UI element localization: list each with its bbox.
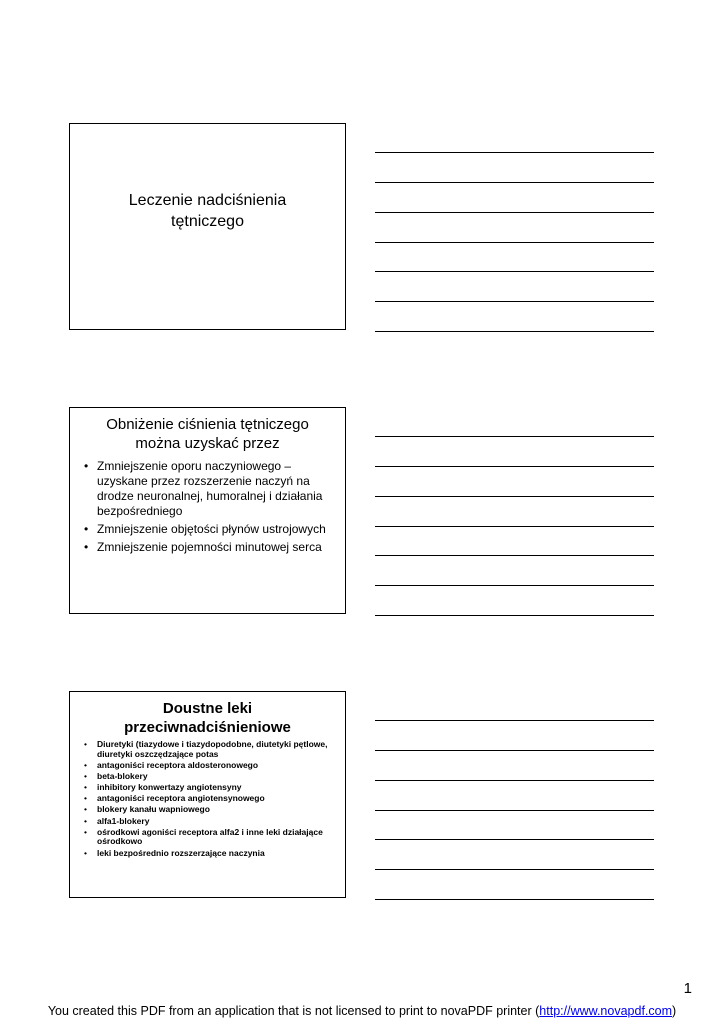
page-number: 1 (683, 980, 692, 997)
note-line (375, 182, 654, 183)
note-line (375, 839, 654, 840)
note-line (375, 555, 654, 556)
list-item: • Zmniejszenie objętości płynów ustrojowych (84, 522, 337, 537)
list-item: • Zmniejszenie pojemności minutowej serca (84, 540, 337, 555)
note-line (375, 331, 654, 332)
list-item: • ośrodkowi agoniści receptora alfa2 i inne leki działające ośrodkowo (84, 828, 337, 847)
note-line (375, 301, 654, 302)
list-item: • antagoniści receptora aldosteronowego (84, 761, 337, 771)
slide-2-bullet-list (84, 459, 337, 555)
note-line (375, 152, 654, 153)
list-item: • Diuretyki (tiazydowe i tiazydopodobne, diutetyki pętlowe, diuretyki oszczędzające potas (84, 740, 337, 759)
footer-text-after: ) (672, 1004, 677, 1018)
list-item: • Zmniejszenie oporu naczyniowego – uzyskane przez rozszerzenie naczyń na drodze neuronalnej, humoralnej i działania bezpośredniego (84, 459, 337, 519)
list-item: • blokery kanału wapniowego (84, 805, 337, 815)
note-line (375, 780, 654, 781)
slide-3-title (80, 699, 335, 737)
slide-3 (69, 691, 346, 898)
slide-3-bullet-list (84, 740, 337, 858)
slide-1-title-line-2: tętniczego (171, 213, 244, 230)
note-line (375, 526, 654, 527)
note-line (375, 720, 654, 721)
list-item: • beta-blokery (84, 772, 337, 782)
footer-text-before: You created this PDF from an application that is not licensed to print to novaPDF printer ( (47, 1004, 540, 1018)
note-line (375, 615, 654, 616)
note-line (375, 212, 654, 213)
slide-2-title-line-2: można uzyskać przez (135, 435, 280, 452)
list-item: • antagoniści receptora angiotensynowego (84, 794, 337, 804)
list-item: • leki bezpośrednio rozszerzające naczynia (84, 849, 337, 859)
slide-3-title-line-1: Doustne leki (162, 700, 253, 717)
slide-1-title-line-1: Leczenie nadciśnienia (128, 192, 287, 209)
note-line (375, 585, 654, 586)
list-item: • inhibitory konwertazy angiotensyny (84, 783, 337, 793)
note-line (375, 496, 654, 497)
note-line (375, 466, 654, 467)
slide-1 (69, 123, 346, 330)
slide-2 (69, 407, 346, 614)
note-line (375, 271, 654, 272)
slide-2-title (80, 415, 335, 453)
note-line (375, 436, 654, 437)
note-line (375, 750, 654, 751)
list-item: • alfa1-blokery (84, 817, 337, 827)
note-line (375, 899, 654, 900)
note-line (375, 869, 654, 870)
note-line (375, 810, 654, 811)
novapdf-link[interactable]: http://www.novapdf.com (539, 1004, 672, 1018)
slide-2-title-line-1: Obniżenie ciśnienia tętniczego (106, 416, 309, 433)
footer-notice (0, 1004, 724, 1018)
note-line (375, 242, 654, 243)
slide-1-title (70, 190, 345, 232)
slide-3-title-line-2: przeciwnadciśnieniowe (124, 719, 291, 736)
